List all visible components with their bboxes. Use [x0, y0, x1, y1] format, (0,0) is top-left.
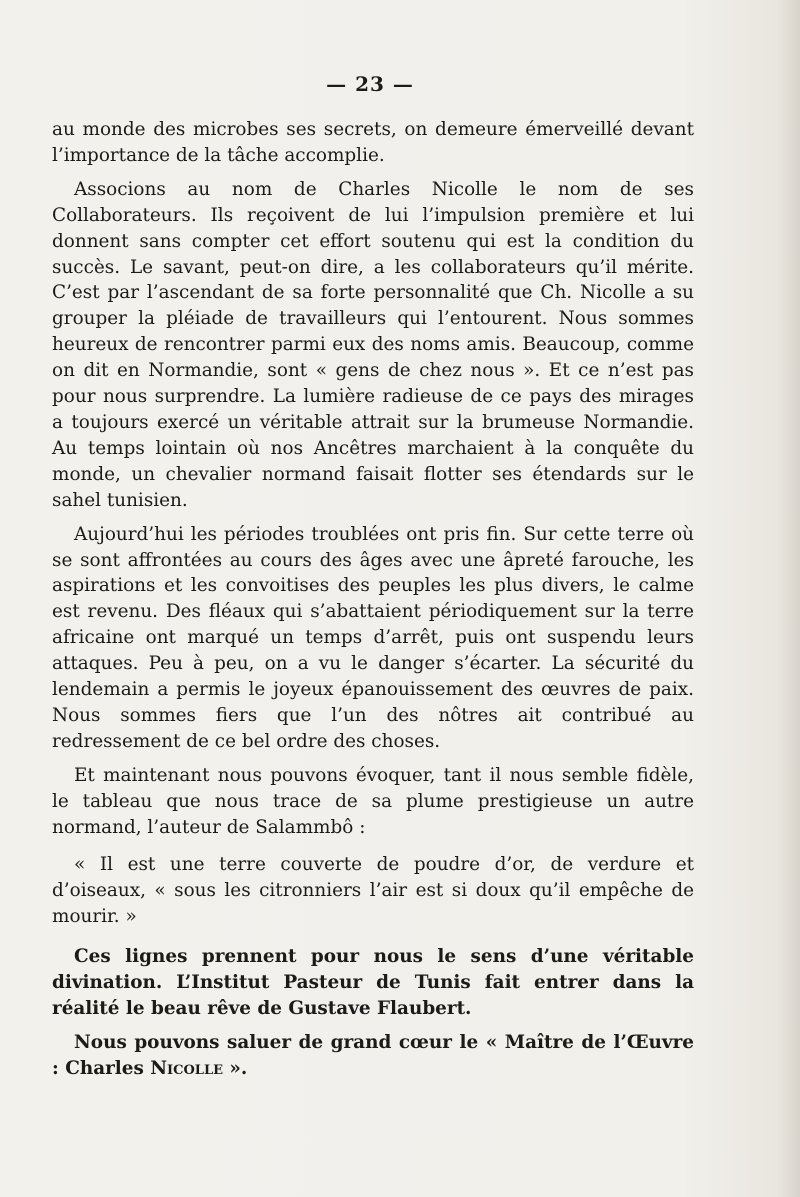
paragraph-3: Aujourd’hui les périodes troublées ont pris fin. Sur cette terre où se sont affrontées au cours des âges avec une âpreté farouche, les aspirations et les convoitises des peuples les plus divers, le calme est revenu. Des fléaux qui s’abattaient périodiquement sur la terre africaine ont marqué un temps d’arrêt, puis ont suspendu leurs attaques. Peu à peu, on a vu le danger s’écarter. La sécurité du lendemain a permis le joyeux épanouissement des œuvres de paix. Nous sommes fiers que l’un des nôtres ait contribué au redressement de ce bel ordre des choses. [52, 523, 694, 752]
closing-paragraph [52, 1030, 694, 1082]
flaubert-quote: « Il est une terre couverte de poudre d’or, de verdure et d’oiseaux, « sous les citronniers l’air est si doux qu’il empêche de mourir. » [52, 854, 694, 928]
closing-name: Nicolle [150, 1057, 224, 1079]
closing-end: ». [223, 1057, 248, 1079]
paragraph-4: Et maintenant nous pouvons évoquer, tant il nous semble fidèle, le tableau que nous trace de sa plume prestigieuse un autre normand, l’auteur de Salammbô : [52, 764, 694, 838]
closing-text: Nous pouvons saluer de grand cœur le « Maître de l’Œuvre : Charles [52, 1031, 694, 1079]
body-text [52, 117, 694, 1090]
paragraph-2: Associons au nom de Charles Nicolle le nom de ses Collaborateurs. Ils reçoivent de lui l’impulsion première et lui donnent sans compter cet effort soutenu qui est la condition du succès. Le savant, peut-on dire, a les collaborateurs qu’il mérite. C’est par l’ascendant de sa forte personnalité que Ch. Nicolle a su grouper la pléiade de travailleurs qui l’entourent. Nous sommes heureux de rencontrer parmi eux des noms amis. Beaucoup, comme on dit en Normandie, sont « gens de chez nous ». Et ce n’est pas pour nous surprendre. La lumière radieuse de ce pays des mirages a toujours exercé un véritable attrait sur la brumeuse Normandie. Au temps lointain où nos Ancêtres marchaient à la conquête du monde, un chevalier normand faisait flotter ses étendards sur le sahel tunisien. [52, 178, 694, 511]
paragraph-1: au monde des microbes ses secrets, on demeure émerveillé devant l’importance de la tâche accomplie. [52, 119, 694, 166]
page-number: — 23 — [326, 72, 414, 96]
paragraph-5: Ces lignes prennent pour nous le sens d’une véritable divination. L’Institut Pasteur de Tunis fait entrer dans la réalité le beau rêve de Gustave Flaubert. [52, 946, 694, 1019]
